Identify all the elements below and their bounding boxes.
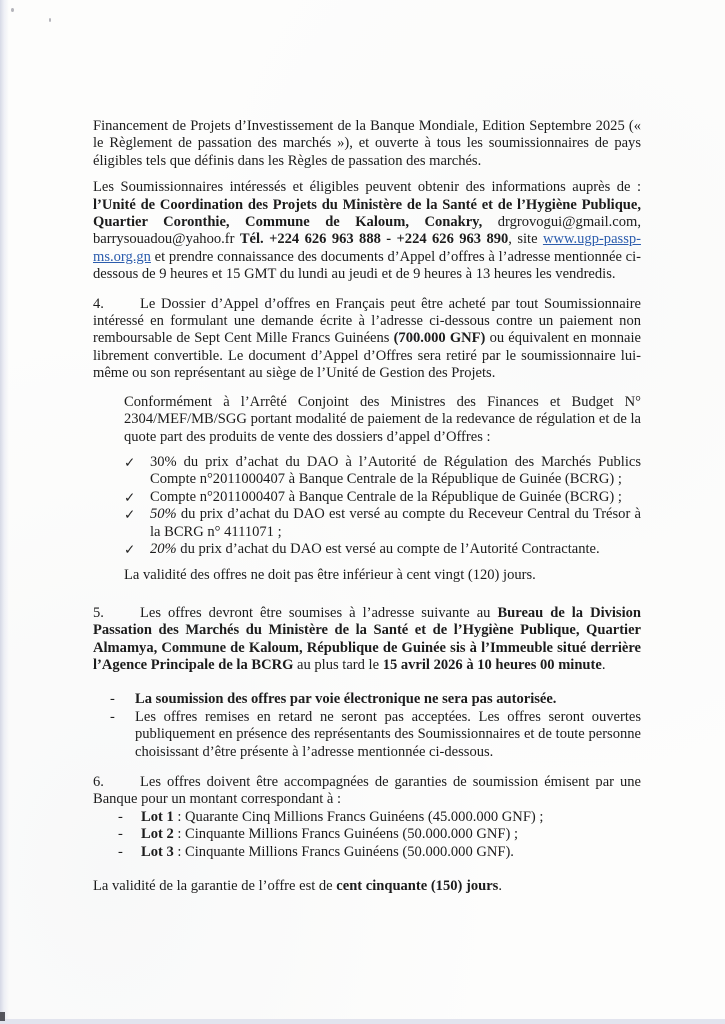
contact-paragraph: Les Soumissionnaires intéressés et éligibles peuvent obtenir des informations auprès de : l’Unité de Coordination des Projets du Ministère de la Santé et de l’Hygiène Publique, Quartier Coronthie, Commune de Kaloum, Conakry, drgrovogui@gmail.com, barrysouadou@yahoo.fr Tél. +224 626 963 888 - +224 626 963 890, site www.ugp-passp-ms.org.gn et prendre connaissance des documents d’Appel d’offres à l’adresse mentionnée ci-dessous de 9 heures et 15 GMT du lundi au jeudi et de 9 heures à 13 heures les vendredis. [93, 179, 641, 283]
intro-paragraph [93, 118, 641, 170]
lot-item: - Lot 1 : Quarante Cinq Millions Francs Guinéens (45.000.000 GNF) ; [118, 808, 544, 825]
offer-validity-line: La validité des offres ne doit pas être inférieur à cent vingt (120) jours. [124, 567, 536, 584]
guarantee-validity-line: La validité de la garantie de l’offre est de cent cinquante (150) jours. [93, 878, 502, 895]
check-icon: ✓ [124, 489, 136, 505]
dash-bullet: - [110, 691, 115, 708]
section-6-number: 6. [93, 774, 104, 790]
section-5-number: 5. [93, 604, 104, 621]
pct-lead: 30% [150, 453, 177, 470]
conformity-paragraph: Conformément à l’Arrêté Conjoint des Ministres des Finances et Budget N° 2304/MEF/MB/SGG portant modalité de paiement de la redevance de régulation et de la quote part des produits de vente des dossiers d’appel d’Offres : [124, 393, 641, 445]
dash-bullet: - [118, 826, 123, 843]
price-bold: (700.000 GNF) [393, 330, 486, 347]
payment-checklist [124, 454, 641, 558]
website-link[interactable]: www.ugp-passp-ms.org.gn [93, 231, 641, 265]
checklist-item: ✓ 50% du prix d’achat du DAO est versé au compte du Receveur Central du Trésor à la BCRG n° 4111071 ; [124, 506, 641, 540]
dash-bullet: - [118, 843, 123, 860]
checklist-item: ✓ 30% du prix d’achat du DAO à l’Autorité de Régulation des Marchés Publics Compte n°2011000407 à Banque Centrale de la République de Guinée (BCRG) ; [124, 453, 641, 488]
list-item: - Les offres remises en retard ne seront pas acceptées. Les offres seront ouvertes publiquement en présence des représentants des Soumissionnaires et de toute personne choisissant d’être présente à l’adresse mentionnée ci-dessous. [110, 708, 641, 760]
no-electronic-submission-bold: La soumission des offres par voie électronique ne sera pas autorisée. [135, 691, 557, 708]
pct-lead-italic: 50% [150, 506, 177, 523]
lot-label: Lot 3 [141, 843, 174, 860]
contact-address-bold: l’Unité de Coordination des Projets du Ministère de la Santé et de l’Hygiène Publique, Quartier Coronthie, Commune de Kaloum, Conakry, [93, 196, 641, 231]
section-4-number: 4. [93, 295, 104, 312]
scan-speck [11, 8, 14, 12]
lot-label: Lot 2 [141, 826, 174, 843]
scan-corner-mark [0, 1012, 5, 1021]
section-6-paragraph: 6. Les offres doivent être accompagnées de garanties de soumission émisent par une Banque pour un montant correspondant à : [93, 774, 641, 808]
check-icon: ✓ [124, 507, 136, 523]
check-icon: ✓ [124, 541, 136, 557]
section-4-paragraph: 4. Le Dossier d’Appel d’offres en Français peut être acheté par tout Soumissionnaire intéressé en formulant une demande écrite à l’adresse ci-dessous contre un paiement non remboursable de Sept Cent Mille Francs Guinéens (700.000 GNF) ou équivalent en monnaie librement convertible. Le document d’Appel d’Offres sera retiré par le soumissionnaire lui-même ou son représentant au siège de l’Unité de Gestion des Projets. [93, 295, 642, 382]
submission-rules-list [110, 691, 641, 761]
deadline-bold: 15 avril 2026 à 10 heures 00 minute [382, 656, 602, 673]
list-item [110, 691, 641, 708]
check-icon: ✓ [124, 454, 136, 470]
lot-label: Lot 1 [141, 808, 174, 825]
submission-address-bold: Bureau de la Division Passation des Marchés du Ministère de la Santé et de l’Hygiène Publique, Quartier Almamya, Commune de Kaloum, République de Guinée sis à l’Immeuble situé derrière l’Agence Principale de la BCRG [93, 604, 641, 673]
lots-list [118, 809, 641, 861]
lot-item: - Lot 2 : Cinquante Millions Francs Guinéens (50.000.000 GNF) ; [118, 826, 518, 843]
guarantee-duration-bold: cent cinquante (150) jours [336, 878, 499, 895]
section-5-paragraph: 5. Les offres devront être soumises à l’adresse suivante au Bureau de la Division Passation des Marchés du Ministère de la Santé et de l’Hygiène Publique, Quartier Almamya, Commune de Kaloum, République de Guinée sis à l’Immeuble situé derrière l’Agence Principale de la BCRG au plus tard le 15 avril 2026 à 10 heures 00 minute. [93, 604, 641, 673]
checklist-item: ✓ Compte n°2011000407 à Banque Centrale de la République de Guinée (BCRG) ; [124, 488, 622, 505]
document-body [93, 118, 641, 895]
scan-left-edge-shadow [0, 0, 9, 1024]
lot-item: - Lot 3 : Cinquante Millions Francs Guinéens (50.000.000 GNF). [118, 843, 514, 860]
dash-bullet: - [118, 808, 123, 825]
contact-emails: drgrovogui@gmail.com, barrysouadou@yahoo.fr [93, 214, 641, 248]
dash-bullet: - [110, 708, 115, 725]
checklist-item: ✓ 20% du prix d’achat du DAO est versé au compte de l’Autorité Contractante. [124, 540, 600, 557]
pct-lead-italic: 20% [150, 540, 177, 557]
scan-bottom-edge [0, 1019, 725, 1024]
contact-phones-bold: Tél. +224 626 963 888 - +224 626 963 890 [239, 231, 509, 248]
scan-speck [49, 18, 51, 22]
intro-text: Financement de Projets d’Investissement de la Banque Mondiale, Edition Septembre 2025 (« le Règlement de passation des marchés »), et ouverte à tous les soumissionnaires de pays éligibles tels que définis dans les Règles de passation des marchés. [93, 118, 641, 169]
